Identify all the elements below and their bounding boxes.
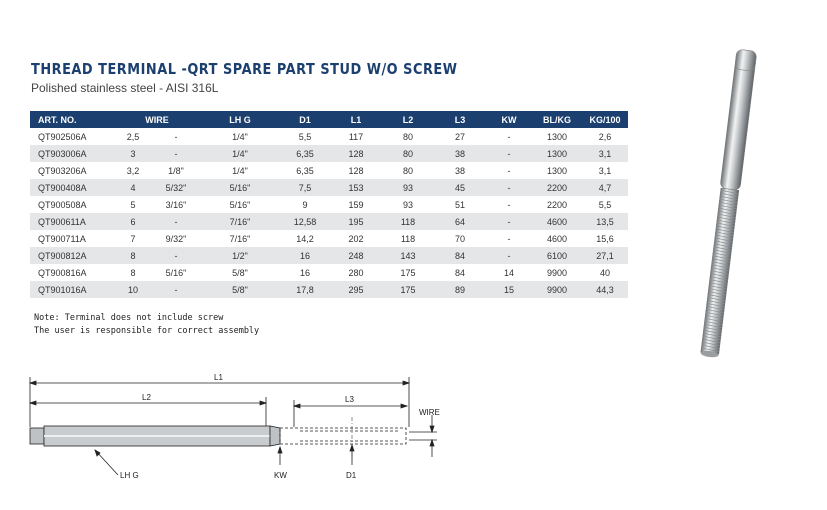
table-cell: 1300 [532,145,582,162]
table-cell: 84 [454,267,465,278]
table-cell: 80 [382,145,434,162]
table-cell: 80 [402,165,413,176]
table-cell: QT900508A [38,199,87,210]
table-cell: 4 [114,179,152,196]
table-cell: 93 [402,199,413,210]
table-cell: 5/16" [165,267,187,278]
table-cell: QT900816A [38,267,87,278]
table-cell: 153 [330,179,382,196]
table-cell: 159 [348,199,364,210]
table-cell: 5/16" [200,179,280,196]
table-cell: - [152,213,200,230]
table-cell: 1/8" [168,165,184,176]
table-cell: 7/16" [200,213,280,230]
note-line: Note: Terminal does not include screw [34,313,224,323]
table-cell: 175 [382,281,434,298]
col-header: KG/100 [582,111,628,128]
table-cell: 117 [348,131,364,142]
table-cell: 16 [299,267,310,278]
table-cell: 9/32" [165,233,187,244]
col-header: BL/KG [532,111,582,128]
col-header: ART. NO. [30,111,114,128]
table-cell: - [486,179,532,196]
table-cell: 128 [330,145,382,162]
table-cell: 4600 [546,233,568,244]
table-cell: 3,1 [598,165,612,176]
col-header: LH G [200,111,280,128]
table-cell: - [507,199,511,210]
page-subtitle: Polished stainless steel - AISI 316L [31,81,219,95]
table-row [30,264,628,281]
table-cell: 2,6 [598,131,612,142]
table-cell: 12,58 [280,213,330,230]
table-cell: 45 [434,179,486,196]
table-cell: 5/8" [232,267,248,278]
table-row [30,213,628,230]
table-cell: 15,6 [596,233,614,244]
table-cell: 93 [382,179,434,196]
table-row [30,162,628,179]
table-cell: - [507,233,511,244]
table-row [30,128,628,145]
table-cell: - [152,247,200,264]
table-cell: 15 [486,281,532,298]
table-cell: 40 [599,267,610,278]
table-cell: 27 [454,131,465,142]
notes [34,312,259,338]
col-header: WIRE [114,111,200,128]
table-cell: 9900 [532,281,582,298]
table-cell: 14 [503,267,514,278]
table-cell: 3/16" [165,199,187,210]
table-cell: 248 [330,247,382,264]
note-line: The user is responsible for correct assembly [34,326,260,336]
table-row [30,247,628,264]
table-cell: 3 [114,145,152,162]
table-cell: 1/4" [200,145,280,162]
table-cell: 128 [348,165,364,176]
table-cell: 5,5 [298,131,312,142]
table-cell: 5/16" [229,199,251,210]
table-cell: 202 [348,233,364,244]
table-cell: 280 [348,267,364,278]
table-cell: 195 [330,213,382,230]
table-cell: - [152,145,200,162]
table-body [30,128,628,298]
dim-label-l1: L1 [214,373,223,382]
col-header: L2 [382,111,434,128]
dim-label-l2: L2 [142,393,151,402]
table-cell: - [486,145,532,162]
table-row [30,179,628,196]
table-cell: 1/2" [200,247,280,264]
table-cell: 89 [434,281,486,298]
table-cell: 2,5 [126,131,140,142]
dim-label-l3: L3 [345,395,354,404]
table-cell: 295 [330,281,382,298]
table-cell: 6,35 [280,145,330,162]
col-header: L3 [434,111,486,128]
table-cell: 5 [130,199,136,210]
table-cell: 5/32" [152,179,200,196]
table-cell: 4,7 [582,179,628,196]
table-cell: 38 [454,165,465,176]
table-cell: 3,1 [582,145,628,162]
table-cell: 7,5 [280,179,330,196]
dim-label-kw: KW [274,471,287,480]
table-row [30,230,628,247]
table-cell: QT900611A [30,213,114,230]
table-cell: - [486,247,532,264]
table-cell: 84 [434,247,486,264]
table-cell: QT903206A [38,165,87,176]
table-cell: 10 [114,281,152,298]
dim-label-lhg: LH G [120,471,139,480]
table-cell: 1300 [546,165,568,176]
table-cell: 5,5 [598,199,612,210]
table-cell: - [507,165,511,176]
col-header: D1 [280,111,330,128]
table-row [30,281,628,298]
table-header-row [30,111,628,128]
table-cell: QT900408A [30,179,114,196]
table-cell: 6 [114,213,152,230]
table-cell: 70 [454,233,465,244]
table-cell: 2200 [546,199,568,210]
table-cell: 2200 [532,179,582,196]
table-cell: - [152,281,200,298]
table-cell: 7/16" [229,233,251,244]
table-cell: 6,35 [296,165,314,176]
spec-table [30,111,628,298]
dim-label-wire: WIRE [419,408,440,417]
table-cell: QT900711A [38,233,86,244]
table-cell: 118 [400,233,416,244]
table-cell: 3,2 [126,165,140,176]
table-cell: 38 [434,145,486,162]
table-cell: 1300 [546,131,568,142]
table-cell: 9900 [546,267,568,278]
table-cell: 4600 [532,213,582,230]
table-cell: 143 [382,247,434,264]
col-header: L1 [330,111,382,128]
table-cell: 118 [382,213,434,230]
table-cell: 27,1 [582,247,628,264]
table-cell: 8 [130,267,136,278]
table-cell: QT900812A [30,247,114,264]
table-cell: 175 [400,267,416,278]
table-cell: - [507,131,511,142]
table-cell: 44,3 [582,281,628,298]
table-cell: QT901016A [30,281,114,298]
table-cell: - [486,213,532,230]
table-row [30,196,628,213]
table-cell: 64 [434,213,486,230]
col-header: KW [486,111,532,128]
table-cell: 5/8" [200,281,280,298]
table-cell: 14,2 [296,233,314,244]
table-cell: 13,5 [582,213,628,230]
technical-drawing [0,365,470,510]
table-cell: 9 [302,199,308,210]
stud-product-image [660,40,810,370]
dim-label-d1: D1 [346,471,357,480]
table-cell: 80 [402,131,413,142]
table-cell: QT902506A [38,131,87,142]
table-cell: 7 [130,233,136,244]
table-cell: 1/4" [232,165,248,176]
table-cell: 1/4" [232,131,248,142]
table-cell: 16 [280,247,330,264]
table-cell: 51 [454,199,465,210]
table-cell: QT903006A [30,145,114,162]
table-cell: - [174,131,178,142]
table-cell: 6100 [532,247,582,264]
page-title: THREAD TERMINAL -QRT SPARE PART STUD W/O SCREW [31,60,458,78]
table-cell: 8 [114,247,152,264]
table-cell: 17,8 [280,281,330,298]
table-row [30,145,628,162]
